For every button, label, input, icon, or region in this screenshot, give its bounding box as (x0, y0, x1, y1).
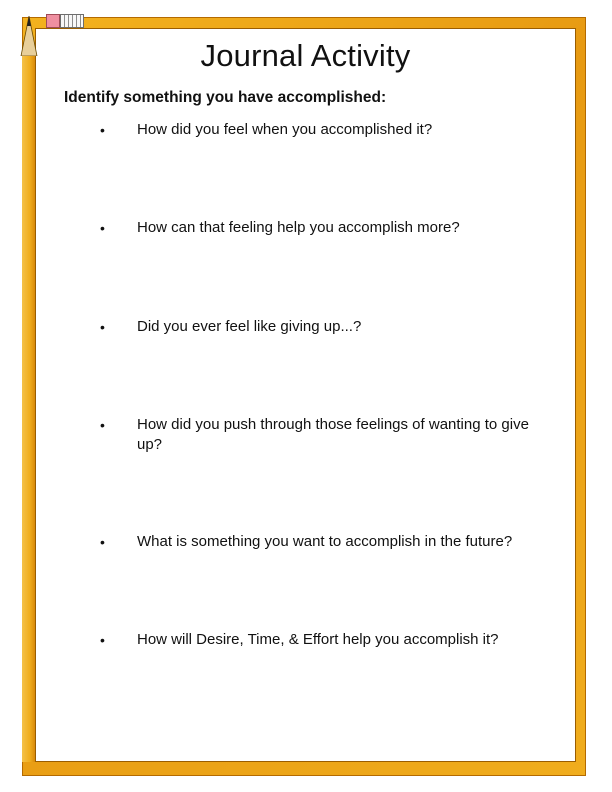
list-bullet: • (100, 417, 105, 433)
question-1: How did you feel when you accomplished it? (137, 121, 433, 138)
list-bullet: • (100, 220, 105, 236)
question-2: How can that feeling help you accomplish more? (137, 219, 460, 236)
eraser-icon (46, 14, 60, 28)
list-bullet: • (100, 632, 105, 648)
pencil-ferrule-icon (60, 14, 84, 28)
question-4: How did you push through those feelings of wanting to give up? (137, 416, 529, 453)
list-bullet: • (100, 319, 105, 335)
question-5: What is something you want to accomplish in the future? (137, 533, 513, 550)
question-6: How will Desire, Time, & Effort help you accomplish it? (137, 631, 499, 648)
journal-prompt: Identify something you have accomplished: (64, 89, 387, 106)
question-3: Did you ever feel like giving up...? (137, 318, 362, 335)
list-bullet: • (100, 122, 105, 138)
list-bullet: • (100, 534, 105, 550)
pencil-body (22, 52, 35, 762)
page-title: Journal Activity (200, 38, 411, 73)
